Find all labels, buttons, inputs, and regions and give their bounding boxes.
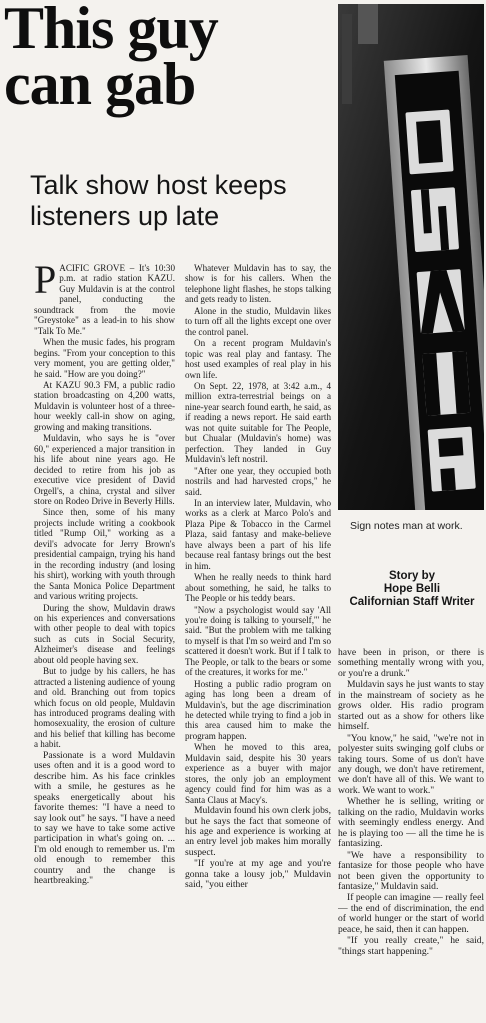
article-paragraph: In an interview later, Muldavin, who works as a clerk at Marco Polo's and Plaza Pipe & Tobacco in the Carmel Plaza, said fantasy and make-believe have always been a part of his life because real fantasy brings out the best in him. — [185, 497, 331, 571]
byline — [340, 570, 484, 609]
article-paragraph: Muldavin, who says he is "over 60," experienced a major transition in his life about nine years ago. He decided to retire from his job as executive vice president of David Orgell's, a china, crystal and silver store on Rodeo Drive in Beverly Hills. — [34, 433, 175, 506]
article-paragraph: When he really needs to think hard about something, he said, he talks to The People or his teddy bears. — [185, 572, 331, 604]
article-paragraph: Alone in the studio, Muldavin likes to turn off all the lights except one over the control panel. — [185, 305, 331, 337]
article-paragraph: "Now a psychologist would say 'All you're doing is talking to yourself,'" he said. "But the problem with me talking to myself is that I'm so weird and I'm so scattered it doesn't work. But if I talk to The People, or talk to the bears or some of the creatures, it works for me." — [185, 604, 331, 678]
subheadline: Talk show host keeps listeners up late — [30, 170, 287, 231]
article-paragraph: Muldavin says he just wants to stay in the mainstream of society as he grows older. His radio program started out as a show for others like himself. — [338, 679, 484, 733]
article-paragraph — [34, 263, 175, 336]
article-paragraph: When the music fades, his program begins. "From your conception to this very moment, you are getting older," he said. "How are you doing?" — [34, 337, 175, 379]
article-paragraph: "If you really create," he said, "things start happening." — [338, 935, 484, 957]
article-paragraph: have been in prison, or there is something mentally wrong with you, or you're a drunk." — [338, 648, 484, 679]
article-paragraph: On a recent program Muldavin's topic was real play and fantasy. The host used examples of real play in his own life. — [185, 338, 331, 380]
article-paragraph: During the show, Muldavin draws on his experiences and conversations with other people to deal with topics such as cuts in Social Security, Alzheimer's disease and feelings about old people having sex. — [34, 602, 175, 665]
article-column-2 — [185, 263, 331, 1021]
article-paragraph: On Sept. 22, 1978, at 3:42 a.m., 4 million extra-terrestrial beings on a nine-year search found earth, he said, as if reading a news report. He said earth was not quite suitable for The People, but Chualar (Muldavin's home) was perfection. They landed in Guy Muldavin's left nostril. — [185, 380, 331, 465]
article-paragraph: Passionate is a word Muldavin uses often and it is a good word to describe him. As his face crinkles with a smile, he gestures as he speaks energetically about his favorite themes: "I have a need to say look out" he says. "I have a need to say we have to take some active participation in what's going on. ... I'm old enough to remember us. I'm old enough to remember this country and the change is heartbreaking." — [34, 749, 175, 887]
article-paragraph: Hosting a public radio program on aging has long been a dream of Muldavin's, but the age discrimination he detected while trying to find a job in this area caused him to make the program happen. — [185, 678, 331, 741]
article-paragraph: "We have a responsibility to fantasize for those people who have not been given the opportunity to fantasize," Muldavin said. — [338, 849, 484, 892]
article-paragraph: Muldavin found his own clerk jobs, but he says the fact that someone of his age and experience is working at an entry level job makes him morally suspect. — [185, 805, 331, 858]
article-paragraph: "If you're at my age and you're gonna take a lousy job," Muldavin said, "you either — [185, 858, 331, 891]
article-paragraph: If people can imagine — really feel — the end of discrimination, the end of world hunger or the start of world peace, he said, then it can happen. — [338, 892, 484, 935]
article-paragraph: Since then, some of his many projects include writing a cookbook titled "Rump Oil," working as a devil's advocate for Jerry Brown's presidential campaign, trying his hand in the recording industry (and losing his shirt), working with youth through the Santa Monica Police Department and various writing projects. — [34, 507, 175, 602]
article-column-1 — [34, 263, 175, 1021]
on-air-sign-photo — [338, 4, 484, 510]
photo-caption: Sign notes man at work. — [350, 520, 463, 532]
headline-line-2: can gab — [4, 51, 196, 117]
headline — [4, 0, 334, 117]
article-paragraph: "After one year, they occupied both nostrils and had harvested crops," he said. — [185, 465, 331, 497]
drop-cap: P — [34, 263, 57, 302]
article-paragraph: At KAZU 90.3 FM, a public radio station broadcasting on 4,200 watts, Muldavin is volunteer host of a three-hour weekly call-in show on aging, growing and making transitions. — [34, 379, 175, 432]
paragraph-text: ACIFIC GROVE – It's 10:30 p.m. at radio station KAZU. Guy Muldavin is at the control panel, conducting the soundtrack from the movie "Greystoke" as a lead-in to his show "Talk To Me." — [34, 263, 175, 336]
article-paragraph: When he moved to this area, Muldavin said, despite his 30 years experience as a buyer with major stores, the only job an employment agency could find for him was as a Santa Claus at Macy's. — [185, 742, 331, 805]
article-paragraph: But to judge by his callers, he has attracted a listening audience of young and old. Branching out from topics which focus on old people, Muldavin has introduced programs dealing with homosexuality, the erosion of culture and his belief that killing has become a habit. — [34, 666, 175, 750]
byline-label: Story by — [388, 570, 435, 582]
headline-line-1: This guy — [4, 0, 218, 61]
article-paragraph: "You know," he said, "we're not in polyester suits swinging golf clubs or taking tours. Some of us don't have any dough, we don't have retirement, we don't have all of this. We want to work. We want to work." — [338, 732, 484, 796]
article-paragraph: Whether he is selling, writing or talking on the radio, Muldavin works with seemingly endless energy. And he is playing too — all the time he is fantasizing. — [338, 796, 484, 850]
byline-author: Hope Belli — [383, 583, 441, 595]
article-column-3 — [338, 648, 484, 1021]
byline-title: Californian Staff Writer — [349, 596, 475, 608]
article-paragraph: Whatever Muldavin has to say, the show is for his callers. When the telephone light flashes, he stops talking and gets ready to listen. — [185, 263, 331, 305]
